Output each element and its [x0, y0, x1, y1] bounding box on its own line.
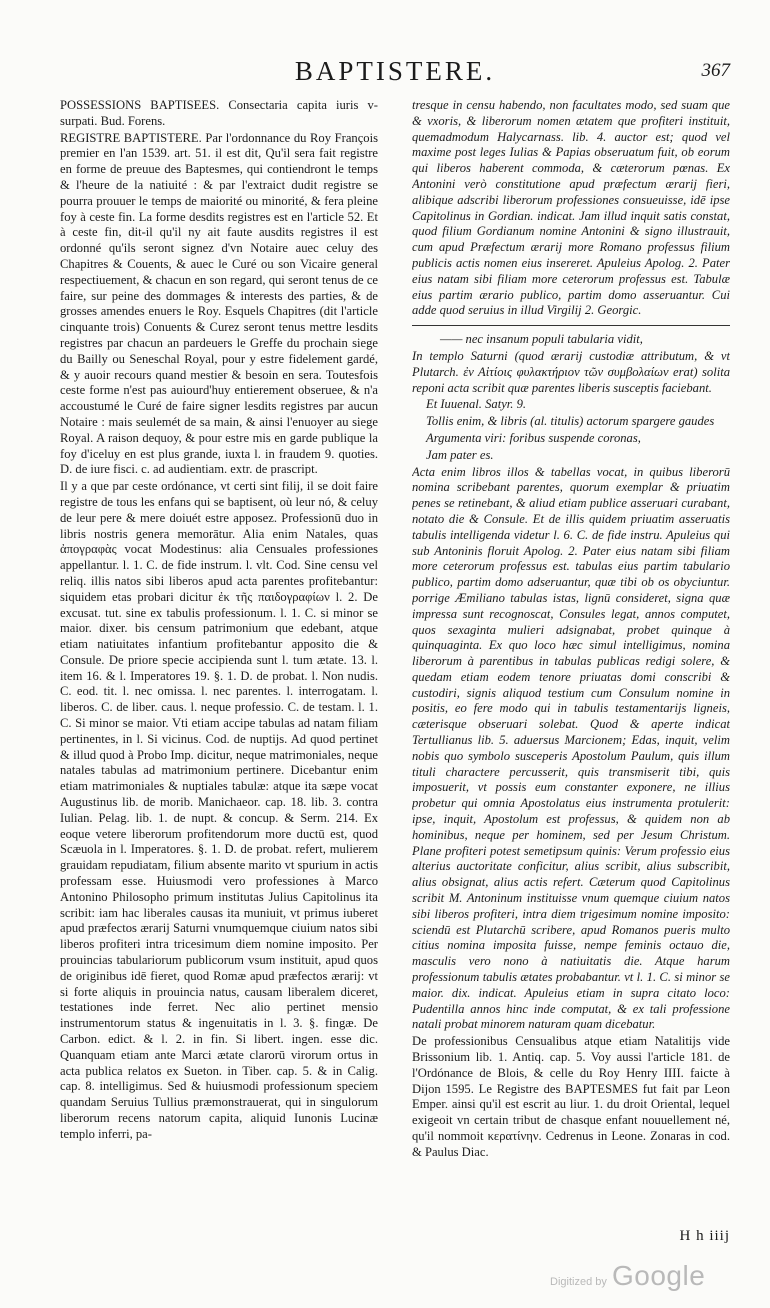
watermark-prefix: Digitized by	[550, 1276, 607, 1288]
google-logo: Google	[612, 1260, 706, 1291]
entry-registre-baptistere: REGISTRE BAPTISTERE. Par l'ordonnance du Roy François premier en l'an 1539. art. 51. il est dit, Qu'il sera fait registre en forme de preuue des Baptesmes, qui contiendront le temps & l'heure de la natiuité : & par l'extraict dudit registre se pourra prouuer le temps de maiorité ou minorité, & fera pleine foy à ceste fin. La forme desdits registres est en l'article 52. Et à ceste fin, dit-il qu'il ny ait faute ausdits registres il est ordonné qu'ils seront signez d'vn Notaire auec celuy des Chapitres & Couents, & auec le Curé ou son Vicaire general respectiuement, & chacun en son regard, qui seront tenus de ce faire, sur peine des dommages & interests des parties, & de grosses amendes enuers le Roy. Esquels Chapitres (dit l'article cinquante trois) Conuents & Curez seront tenus mettre lesdits registres par chacun an pardeuers le Greffe du prochain siege du Bailly ou Seneschal Royal, pour y estre fidelement gardé, & y auoir recours quand mestier & besoin en sera. Toutesfois ceste forme n'est pas auiourd'huy entierement obseruee, & n'a accoustumé le Curé de faire signer lesdits registres par aucun Notaire : mais seulemét de sa main, & ainsi l'enuoyer au siege Royal. A raison dequoy, & pour estre mis en garde publique la foy d'iceluy en est plus grande, iuxta l. in fraudem 9. quoties. D. de iure fisci. c. ad audientiam. extr. de prascript.	[60, 130, 378, 477]
latin-paragraph-2: In templo Saturni (quod ærarij custodiæ attributum, & vt Plutarch. ἐν Αἰτίοις φυλακτήριον τῶν συμβολαίων erat) solita reponi acta scribit quæ parentes liberis susceptis faciebant.	[412, 348, 730, 395]
verse-quote-4: Jam pater es.	[426, 447, 494, 462]
left-column	[60, 98, 378, 1228]
verse-quote-2: Tollis enim, & libris (al. titulis) actorum spargere gaudes	[426, 414, 715, 429]
book-page	[40, 50, 740, 1250]
closing-paragraph: De professionibus Censualibus atque etiam Natalitijs vide Brissonium lib. 1. Antiq. cap. 5. Voy aussi l'article 181. de l'Ordónance de Blois, & celle du Roy Henry IIII. faicte à Dijon 1595. Le Registre des BAPTESMES fut fait par Leon Emper. ainsi qu'il est escrit au liur. 1. du droit Oriental, lequel exigeoit vn certain tribut de chasque enfant nouuellement né, qu'il nommoit κερατίνην. Cedrenus in Leone. Zonaras in cod. & Paulus Diac.	[412, 1034, 730, 1159]
entry-professions-latin: Il y a que par ceste ordónance, vt certi sint filij, il se doit faire registre de tous les enfans qui se baptisent, où leur nó, & celuy de leur pere & mere doiuét estre apposez. Professionū duo in libris nostris genera memorātur. Alia enim Natales, quas ἀπογραφὰς vocat Modestinus: alia Censuales professiones appellantur. l. 1. C. de fide instrum. l. vlt. Cod. Sine censu vel reliq. illis natos sibi liberos apud acta parentes profitebantur: siquidem etas probari dicitur ἐκ τῆς παιδογραφίων l. 2. De excusat. tut. sine ex tabulis professionum. l. 1. C. si minor se maior. dixer. bis censum patrimonium que edebant, atque etiam natiuitates infantium profitebantur apposito die & Consule. De priore specie accipienda sunt l. tum ætate. 13. l. item 16. & l. Imperatores 19. §. 1. D. de probat. l. Non nudis. C. eod. tit. l. nec omissa. l. nec parentes. l. interrogatam. l. liberos. C. de liber. caus. l. neque professio. C. de testam. l. 1. C. Si minor se maior. Vti etiam accipe tabulas ad natam filiam pertinentes, in l. Si vicinus. Cod. de nuptijs. Ad quod pertinet & illud quod à Probo Imp. dicitur, neque matrimoniales, neque natales tabulas ad matrimonium pertinere. Dicebantur enim etiam matrimoniales & nuptiales tabulæ: atque ita sæpe vocat Augustinus lib. de morib. Manichaeor. cap. 18. lib. 3. contra Iulian. Pelag. lib. 1. de nupt. & concup. & Serm. 214. Ex eoque vetere liberorum profitendorum more ductū est, quod Scæuola in l. Imperatores. §. 1. D. de probat. refert, mulierem grauidam repudiatam, filium absente marito vt spurium in actis professam esse. Huiusmodi vero professiones à Marco Antonino Philosopho primum institutas Julius Capitolinus ita scribit: iam hac liberales causas ita muniuit, vt primus iuberet apud præfectos ærarij Saturni vnumquemque ciuium natos sibi liberos profiteri intra tricesimum diem nomine imposito. Per prouincias tabulariorum publicorum vsum instituit, apud quos de originibus idē fieret, quod Romæ apud præfectos ærarij: vt si forte aliquis in prouincia natus, causam liberalem diceret, testationes inde ferret. Nec alio pertinet mensio instrumentorum status & ingenuitatis in l. 3. §. fingæ. De Carbon. edict. & l. 2. in fin. Si libert. ingen. esse dic. Quanquam etiam ante Marci ætate clarorū virorum ortus in acta publica relatos ex Sueton. in Tiber. cap. 5. & in Calig. cap. 8. intelligimus. Sed & huiusmodi professionum speciem quandam Seruius Tullius præmonstrauerat, qui in singulorum liberorum recens natorum capita, aliquid Iunonis Lucinæ templo inferri, pa-	[60, 479, 378, 1141]
verse-quote-1: —— nec insanum populi tabularia vidit,	[440, 332, 643, 347]
entry-possessions-baptisees: POSSESSIONS BAPTISEES. Consectaria capita iuris v- surpati. Bud. Forens.	[60, 98, 378, 128]
running-title: BAPTISTERE.	[294, 56, 496, 86]
page-number: 367	[701, 60, 730, 81]
verse-attribution: Et Iuuenal. Satyr. 9.	[426, 397, 527, 412]
google-digitized-watermark	[550, 1262, 750, 1296]
latin-paragraph-3: Acta enim libros illos & tabellas vocat, in quibus liberorū nomina scribebant parentes, quorum exemplar & priuatim penes se retinebant, & aliud etiam publice asseruari curabant, notato die & Consule. Et de illis quidem priuatim asseruatis tabulis intelligenda videtur l. 6. C. de fide instru. Apuleius qui sub Antoninis floruit Apolog. 2. Pater eius natam sibi filiam more ceterorum professus est. tabulas eius partim tabulario publico, partim domo adseruantur, quæ tibi ob os obyciuntur. porrige Æmiliano tabulas istas, lignū consideret, signa quæ impressa sunt recognoscat, Consules legat, annos computet, quos sexaginta mulieri adsignabat, probet quinque à quinquaginta. Ex quo loco hæc simul intelligimus, nomina liberorum à parentibus in tabulas publicas redigi solere, & quedam etiam eodem tenore priuatas domi conscribi & custodiri, signis aliquod testium cum Consulum nomine in positis, eo fere modo qui in tabulis testamentarijs ligneis, cæterisque obseruari solebat. Quod & aperte indicat Tertullianus lib. 5. aduersus Marcionem; Edas, inquit, velim nobis quo symbolo susceperis Apostolum Paulum, quis illum tituli charactere percusserit, quis transmiserit tibi, quis imposuerit, vt possis eum constanter exponere, ne illius probetur qui omnia Apostolatus eius instrumenta protulerit: ipse, inquit, Apostolum est professus, & quidem non ab hominibus, neque per hominem, sed per Jesum Christum. Plane profiteri potest semetipsum quinis: Verum professio eius alterius auctoritate conficitur, alius scribit, alius subscribit, alius obsignat, alius actis refert. Cæterum quod Capitolinus scribit M. Antoninum instituisse vnum quemque ciuium natos sibi liberos profiteri, intra diem trigesimum nomine imposito: sciendū est Plutarchū scribere, apud Romanos pueris multo citius nomina imposita fuisse, nempe feminis octauo die, masculis vero nono à natiuitatis die. Atque harum professionum tabulis ætates probabantur. vt l. 1. C. si minor se maior. dix. indicat. Apuleius etiam in supra citato loco: Pudentilla annos hinc inde computat, & ex tali professione natali probat minorem naturam quam dicebatur.	[412, 464, 730, 1032]
right-column	[412, 98, 730, 1228]
rule-divider	[412, 325, 730, 326]
latin-paragraph-1: tresque in censu habendo, non facultates modo, sed suam que & vxoris, & liberorum nomen ætatem que profiteri instituit, quemadmodum Halycarnass. lib. 4. auctor est; quod vel maxime post leges Iulias & Papias obseruatum fuit, ob eorum qui liberos haberent commoda, & cæterorum pœnas. Ex Antonini verò constitutione apud præfectum ærarij fieri, alibique adscribi liberorum professiones consueuisse, idē ipse Capitolinus in Gordian. indicat. Jam illud inquit satis constat, quod filium Gordianum nomine Antonini & signo illustrauit, cum apud Præfectum ærarij more Romano professus filium publicis actis nomen eius insereret. Apuleius Apolog. 2. Pater eius natam sibi filiam more ceterorum professus est. Tabulæ eius partim ærario publico, partim domo asseruantur. Cui adde quod seruius in illud Virgilij 2. Georgic.	[412, 98, 730, 318]
verse-quote-3: Argumenta viri: foribus suspende coronas,	[426, 430, 641, 445]
signature-mark: H h iiij	[679, 1228, 730, 1244]
page-header	[60, 56, 730, 90]
